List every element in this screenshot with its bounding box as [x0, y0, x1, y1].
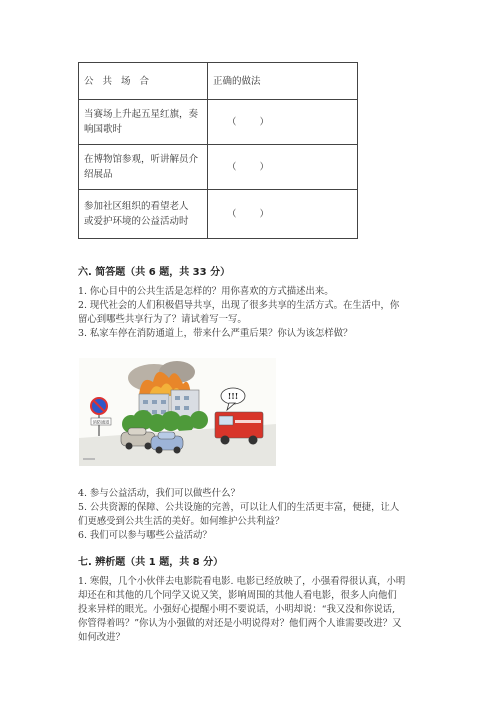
row-situation-line: 响国歌时	[84, 124, 123, 135]
svg-text:!!!: !!!	[227, 391, 239, 401]
answer-blank[interactable]: （ ）	[227, 161, 280, 173]
answer-blank[interactable]: （ ）	[227, 208, 280, 220]
row-situation-line: 绍展品	[84, 169, 113, 180]
header-correct-practice: 正确的做法	[208, 63, 358, 100]
row-situation-line: 当赛场上升起五星红旗，奏	[84, 109, 199, 120]
question-2-line-2: 留心到哪些共享行为了？请试着写一写。	[78, 314, 247, 325]
question-2-line-1: 2. 现代社会的人们积极倡导共享，出现了很多共享的生活方式。在生活中，你	[78, 300, 400, 311]
question-5-line-1: 5. 公共资源的保障、公共设施的完善，可以让人们的生活更丰富，便捷，让人	[78, 502, 400, 513]
row-situation-line: 在博物馆参观，听讲解员介	[84, 154, 199, 165]
analysis-question-line: 如何改进？	[78, 632, 125, 643]
header-public-place: 公 共 场 合	[79, 63, 208, 100]
question-5-line-2: 们更感受到公共生活的美好。如何维护公共利益？	[78, 516, 285, 527]
row-situation-line: 参加社区组织的看望老人	[84, 201, 189, 212]
row-situation	[79, 145, 208, 190]
analysis-question-line: 投来异样的眼光。小强好心提醒小明不要说话，小明却说：“我又没和你说话,	[78, 604, 396, 615]
table-row	[79, 190, 358, 239]
question-6: 6. 我们可以参与哪些公益活动？	[78, 530, 212, 541]
answer-cell[interactable]	[208, 190, 358, 239]
answer-cell[interactable]	[208, 100, 358, 145]
fire-lane-sign-text: 消防通道	[92, 419, 110, 425]
row-situation	[79, 100, 208, 145]
table-row	[79, 145, 358, 190]
public-places-table	[78, 62, 358, 239]
table-header-row	[79, 63, 358, 100]
section-7-title: 七. 辨析题（共 1 题，共 8 分）	[78, 557, 224, 568]
answer-blank[interactable]: （ ）	[227, 116, 280, 128]
question-3: 3. 私家车停在消防通道上，带来什么严重后果？你认为该怎样做？	[78, 328, 353, 339]
fire-lane-illustration-svg	[79, 358, 276, 466]
question-1: 1. 你心目中的公共生活是怎样的？用你喜欢的方式描述出来。	[78, 286, 334, 297]
fire-lane-illustration	[79, 358, 276, 466]
table-row	[79, 100, 358, 145]
analysis-question-line: 1. 寒假，几个小伙伴去电影院看电影. 电影已经放映了，小强看得很认真，小明	[78, 576, 406, 587]
row-situation	[79, 190, 208, 239]
analysis-question-line: 却还在和其他的几个同学又说又笑，影响周围的其他人看电影，很多人向他们	[78, 590, 397, 601]
section-6-title: 六. 简答题（共 6 题，共 33 分）	[78, 267, 231, 278]
question-4: 4. 参与公益活动，我们可以做些什么？	[78, 488, 240, 499]
row-situation-line: 或爱护环境的公益活动时	[84, 216, 189, 227]
answer-cell[interactable]	[208, 145, 358, 190]
analysis-question-line: 你管得着吗？”你认为小强做的对还是小明说得对？他们两个人谁需要改进？又	[78, 618, 402, 629]
